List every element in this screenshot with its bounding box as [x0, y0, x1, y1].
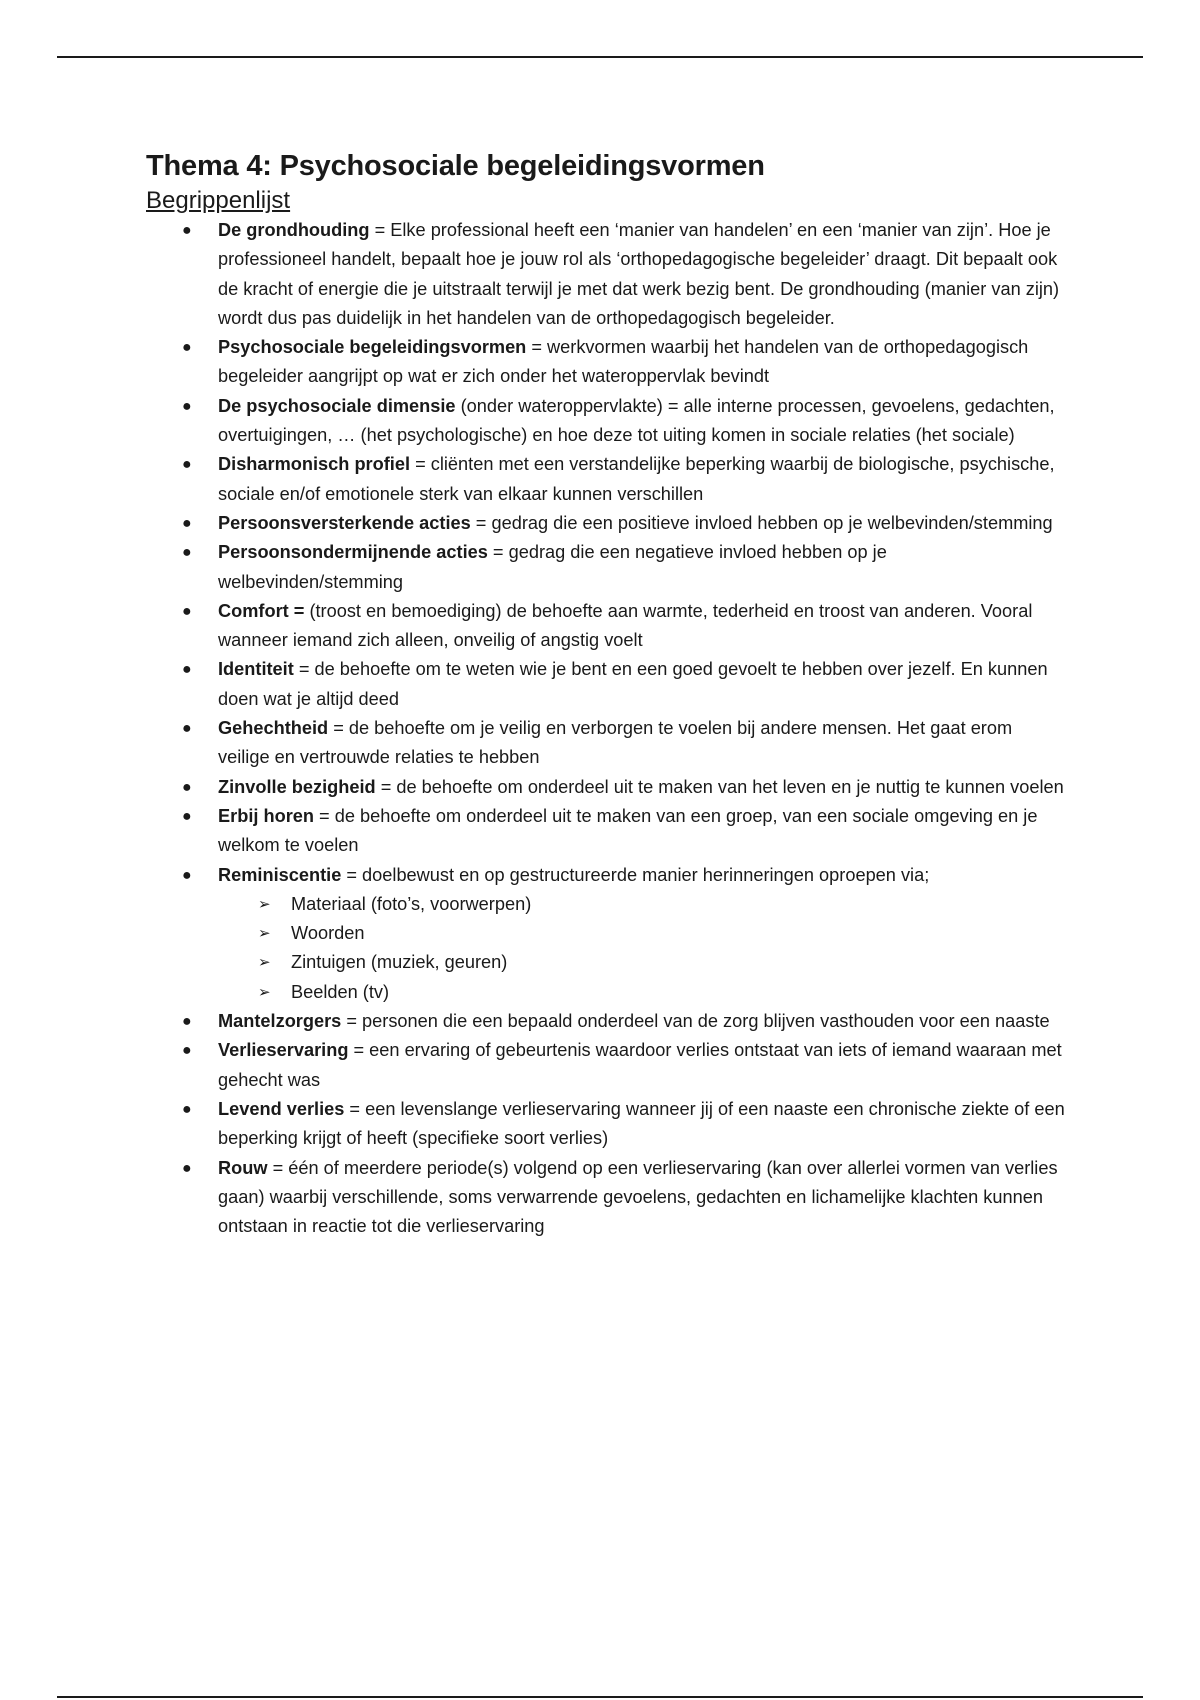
- arrow-bullet-icon: ➢: [258, 925, 271, 943]
- bullet-icon: ●: [182, 1159, 192, 1177]
- arrow-bullet-icon: ➢: [258, 954, 271, 972]
- list-item: ● Reminiscentie = doelbewust en op gestructureerde manier herinneringen oproepen via; ➢ Materiaal (foto’s, voorwerpen) ➢ Woorden ➢ Zintuigen (muziek, geuren) ➢ Beelden (tv): [146, 861, 1066, 1007]
- document-body: [146, 146, 1066, 1241]
- list-item: ● Erbij horen = de behoefte om onderdeel uit te maken van een groep, van een sociale omgeving en je welkom te voelen: [146, 802, 1066, 861]
- sub-list-item: ➢ Beelden (tv): [218, 978, 1066, 1007]
- list-item: ● Persoonsversterkende acties = gedrag die een positieve invloed hebben op je welbevinden/stemming: [146, 509, 1066, 538]
- list-item: ● Levend verlies = een levenslange verlieservaring wanneer jij of een naaste een chronische ziekte of een beperking krijgt of heeft (specifieke soort verlies): [146, 1095, 1066, 1154]
- bullet-icon: ●: [182, 778, 192, 796]
- sub-list-item: ➢ Materiaal (foto’s, voorwerpen): [218, 890, 1066, 919]
- bullet-icon: ●: [182, 807, 192, 825]
- bullet-icon: ●: [182, 514, 192, 532]
- arrow-bullet-icon: ➢: [258, 895, 271, 913]
- header-rule: [57, 56, 1143, 58]
- bullet-icon: ●: [182, 661, 192, 679]
- list-item: ● Verlieservaring = een ervaring of gebeurtenis waardoor verlies ontstaat van iets of iemand waaraan met gehecht was: [146, 1036, 1066, 1095]
- bullet-icon: ●: [182, 602, 192, 620]
- footer-rule: [57, 1696, 1143, 1698]
- bullet-icon: ●: [182, 1013, 192, 1031]
- page-title: Thema 4: Psychosociale begeleidingsvormen: [146, 150, 765, 182]
- bullet-icon: ●: [182, 397, 192, 415]
- section-heading: Begrippenlijst: [146, 187, 291, 214]
- list-item: ● Zinvolle bezigheid = de behoefte om onderdeel uit te maken van het leven en je nuttig te kunnen voelen: [146, 773, 1066, 802]
- list-item: ● Persoonsondermijnende acties = gedrag die een negatieve invloed hebben op je welbevinden/stemming: [146, 538, 1066, 597]
- list-item: ● Rouw = één of meerdere periode(s) volgend op een verlieservaring (kan over allerlei vormen van verlies gaan) waarbij verschillende, soms verwarrende gevoelens, gedachten en lichamelijke klachten kunnen ontstaan in reactie tot die verlieservaring: [146, 1154, 1066, 1242]
- list-item: ● Disharmonisch profiel = cliënten met een verstandelijke beperking waarbij de biologische, psychische, sociale en/of emotionele sterk van elkaar kunnen verschillen: [146, 450, 1066, 509]
- bullet-icon: ●: [182, 720, 192, 738]
- list-item: ● Comfort = (troost en bemoediging) de behoefte aan warmte, tederheid en troost van anderen. Vooral wanneer iemand zich alleen, onveilig of angstig voelt: [146, 597, 1066, 656]
- list-item: ● Identiteit = de behoefte om te weten wie je bent en een goed gevoelt te hebben over jezelf. En kunnen doen wat je altijd deed: [146, 655, 1066, 714]
- bullet-icon: ●: [182, 866, 192, 884]
- sub-list-item: ➢ Woorden: [218, 919, 1066, 948]
- list-item: ● De grondhouding = Elke professional heeft een ‘manier van handelen’ en een ‘manier van zijn’. Hoe je professioneel handelt, bepaalt hoe je jouw rol als ‘orthopedagogische begeleider’ draagt. Dit bepaalt ook de kracht of energie die je uitstraalt terwijl je met dat werk bezig bent. De grondhouding (manier van zijn) wordt dus pas duidelijk in het handelen van de orthopedagogisch begeleider.: [146, 216, 1066, 333]
- list-item: ● Psychosociale begeleidingsvormen = werkvormen waarbij het handelen van de orthopedagogisch begeleider aangrijpt op wat er zich onder het wateroppervlak bevindt: [146, 333, 1066, 392]
- sub-list: [218, 890, 1066, 1007]
- bullet-icon: ●: [182, 339, 192, 357]
- list-item: ● Gehechtheid = de behoefte om je veilig en verborgen te voelen bij andere mensen. Het gaat erom veilige en vertrouwde relaties te hebben: [146, 714, 1066, 773]
- arrow-bullet-icon: ➢: [258, 983, 271, 1001]
- bullet-icon: ●: [182, 1042, 192, 1060]
- term-list: [146, 216, 1066, 1241]
- list-item: ● Mantelzorgers = personen die een bepaald onderdeel van de zorg blijven vasthouden voor een naaste: [146, 1007, 1066, 1036]
- bullet-icon: ●: [182, 222, 192, 239]
- bullet-icon: ●: [182, 456, 192, 474]
- bullet-icon: ●: [182, 1100, 192, 1118]
- bullet-icon: ●: [182, 544, 192, 562]
- sub-list-item: ➢ Zintuigen (muziek, geuren): [218, 948, 1066, 977]
- list-item: ● De psychosociale dimensie (onder wateroppervlakte) = alle interne processen, gevoelens, gedachten, overtuigingen, … (het psychologische) en hoe deze tot uiting komen in sociale relaties (het sociale): [146, 392, 1066, 451]
